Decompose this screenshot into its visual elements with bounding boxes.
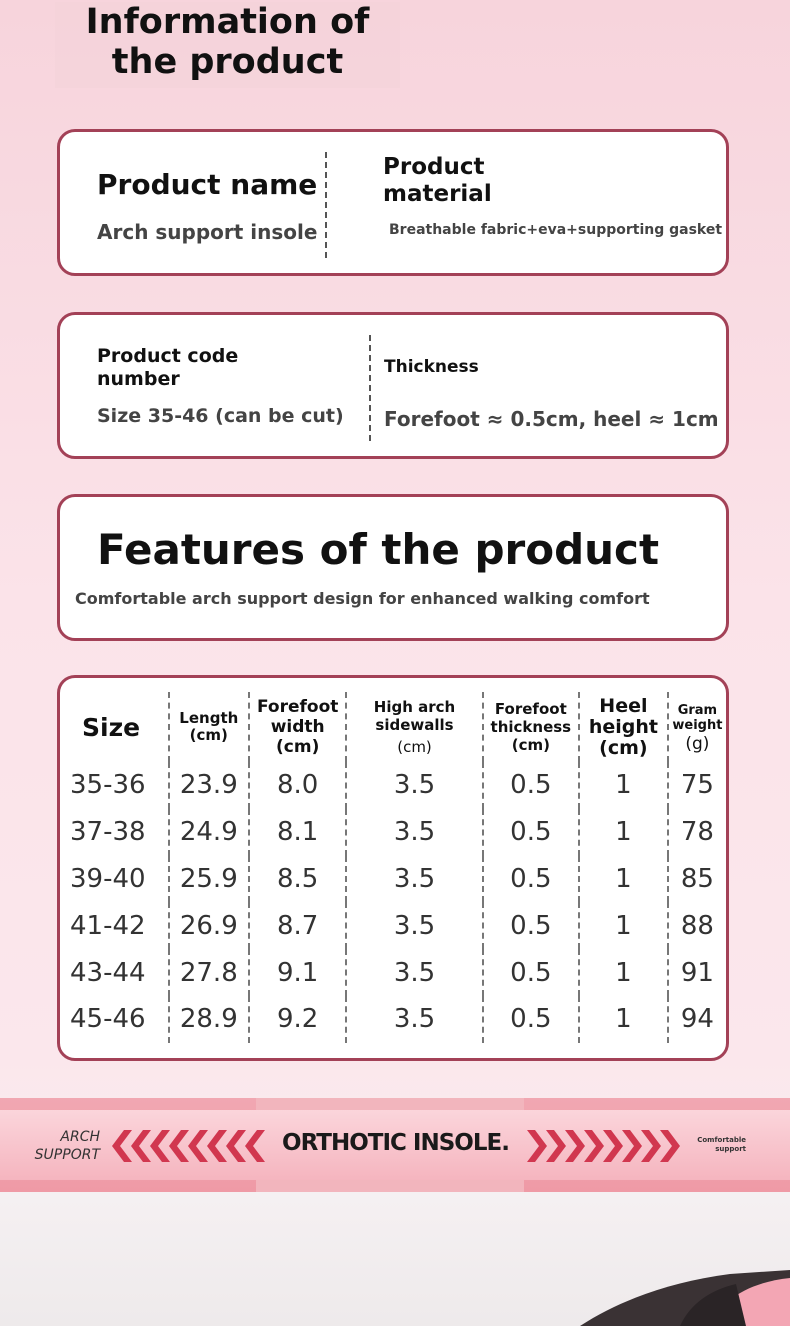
cell-size: 37-38 xyxy=(70,809,169,856)
cell-gram-weight: 85 xyxy=(680,863,714,894)
cell-forefoot-thickness: 0.5 xyxy=(483,762,579,809)
banner-left-text: ARCH SUPPORT xyxy=(34,1129,100,1163)
cell-arch-sidewalls: 3.5 xyxy=(346,809,482,856)
cell-forefoot-thickness: 0.5 xyxy=(483,902,579,949)
cell-arch-sidewalls: 3.5 xyxy=(346,996,482,1043)
cell-length: 25.9 xyxy=(169,856,250,903)
page-title: Information of the product xyxy=(55,2,400,88)
header-size: Size xyxy=(70,692,169,762)
thickness-label: Thickness xyxy=(384,357,479,377)
cell-forefoot-width: 9.2 xyxy=(249,996,346,1043)
header-heel-height: Heel height (cm) xyxy=(579,692,668,762)
cell-heel-height: 1 xyxy=(579,902,668,949)
thickness-value: Forefoot ≈ 0.5cm, heel ≈ 1cm xyxy=(384,407,719,431)
cell-gram-weight: 75 xyxy=(680,770,714,801)
table-row xyxy=(70,856,726,903)
product-code-card xyxy=(57,312,729,459)
product-name-card xyxy=(57,129,729,276)
product-material-label: Product material xyxy=(383,154,492,207)
banner-right-text: Comfortable support xyxy=(697,1136,746,1153)
table-row xyxy=(70,949,726,996)
chevrons-right-icon xyxy=(526,1130,686,1162)
cell-gram-weight: 94 xyxy=(680,1004,714,1035)
cell-forefoot-width: 9.1 xyxy=(249,949,346,996)
cell-gram-weight: 91 xyxy=(680,957,714,988)
cell-length: 28.9 xyxy=(169,996,250,1043)
cell-heel-height: 1 xyxy=(579,809,668,856)
cell-size: 43-44 xyxy=(70,949,169,996)
header-length: Length (cm) xyxy=(169,692,250,762)
header-gram-weight: Gram weight (g) xyxy=(672,702,723,754)
banner-title: ORTHOTIC INSOLE. xyxy=(282,1130,509,1156)
size-table xyxy=(70,692,726,1043)
header-arch-sidewalls: High arch sidewalls (cm) xyxy=(346,692,482,762)
cell-arch-sidewalls: 3.5 xyxy=(346,949,482,996)
cell-heel-height: 1 xyxy=(579,996,668,1043)
header-forefoot-thickness: Forefoot thickness (cm) xyxy=(483,692,579,762)
cell-forefoot-width: 8.0 xyxy=(249,762,346,809)
chevrons-left-icon xyxy=(106,1130,266,1162)
cell-gram-weight: 78 xyxy=(680,817,714,848)
divider xyxy=(325,152,327,258)
cell-heel-height: 1 xyxy=(579,762,668,809)
divider xyxy=(369,335,371,441)
cell-size: 35-36 xyxy=(70,762,169,809)
size-table-card xyxy=(57,675,729,1061)
features-subtitle: Comfortable arch support design for enhanced walking comfort xyxy=(75,589,650,608)
features-title: Features of the product xyxy=(97,525,660,574)
cell-gram-weight: 88 xyxy=(680,910,714,941)
cell-length: 27.8 xyxy=(169,949,250,996)
cell-size: 41-42 xyxy=(70,902,169,949)
product-name-label: Product name xyxy=(97,168,318,201)
cell-forefoot-thickness: 0.5 xyxy=(483,996,579,1043)
table-row xyxy=(70,762,726,809)
cell-size: 39-40 xyxy=(70,856,169,903)
table-header-row xyxy=(70,692,726,762)
insole-image xyxy=(560,1260,790,1326)
cell-length: 26.9 xyxy=(169,902,250,949)
cell-heel-height: 1 xyxy=(579,949,668,996)
cell-forefoot-thickness: 0.5 xyxy=(483,856,579,903)
cell-arch-sidewalls: 3.5 xyxy=(346,856,482,903)
cell-forefoot-thickness: 0.5 xyxy=(483,949,579,996)
cell-forefoot-width: 8.7 xyxy=(249,902,346,949)
cell-length: 24.9 xyxy=(169,809,250,856)
table-row xyxy=(70,996,726,1043)
cell-forefoot-width: 8.5 xyxy=(249,856,346,903)
header-forefoot-width: Forefoot width (cm) xyxy=(249,692,346,762)
cell-forefoot-width: 8.1 xyxy=(249,809,346,856)
cell-arch-sidewalls: 3.5 xyxy=(346,762,482,809)
cell-arch-sidewalls: 3.5 xyxy=(346,902,482,949)
product-code-label: Product code number xyxy=(97,345,239,390)
table-row xyxy=(70,902,726,949)
product-code-value: Size 35-46 (can be cut) xyxy=(97,405,344,427)
product-name-value: Arch support insole xyxy=(97,220,318,244)
table-row xyxy=(70,809,726,856)
cell-forefoot-thickness: 0.5 xyxy=(483,809,579,856)
cell-size: 45-46 xyxy=(70,996,169,1043)
features-card xyxy=(57,494,729,641)
cell-length: 23.9 xyxy=(169,762,250,809)
product-material-value: Breathable fabric+eva+supporting gasket xyxy=(389,222,723,238)
cell-heel-height: 1 xyxy=(579,856,668,903)
